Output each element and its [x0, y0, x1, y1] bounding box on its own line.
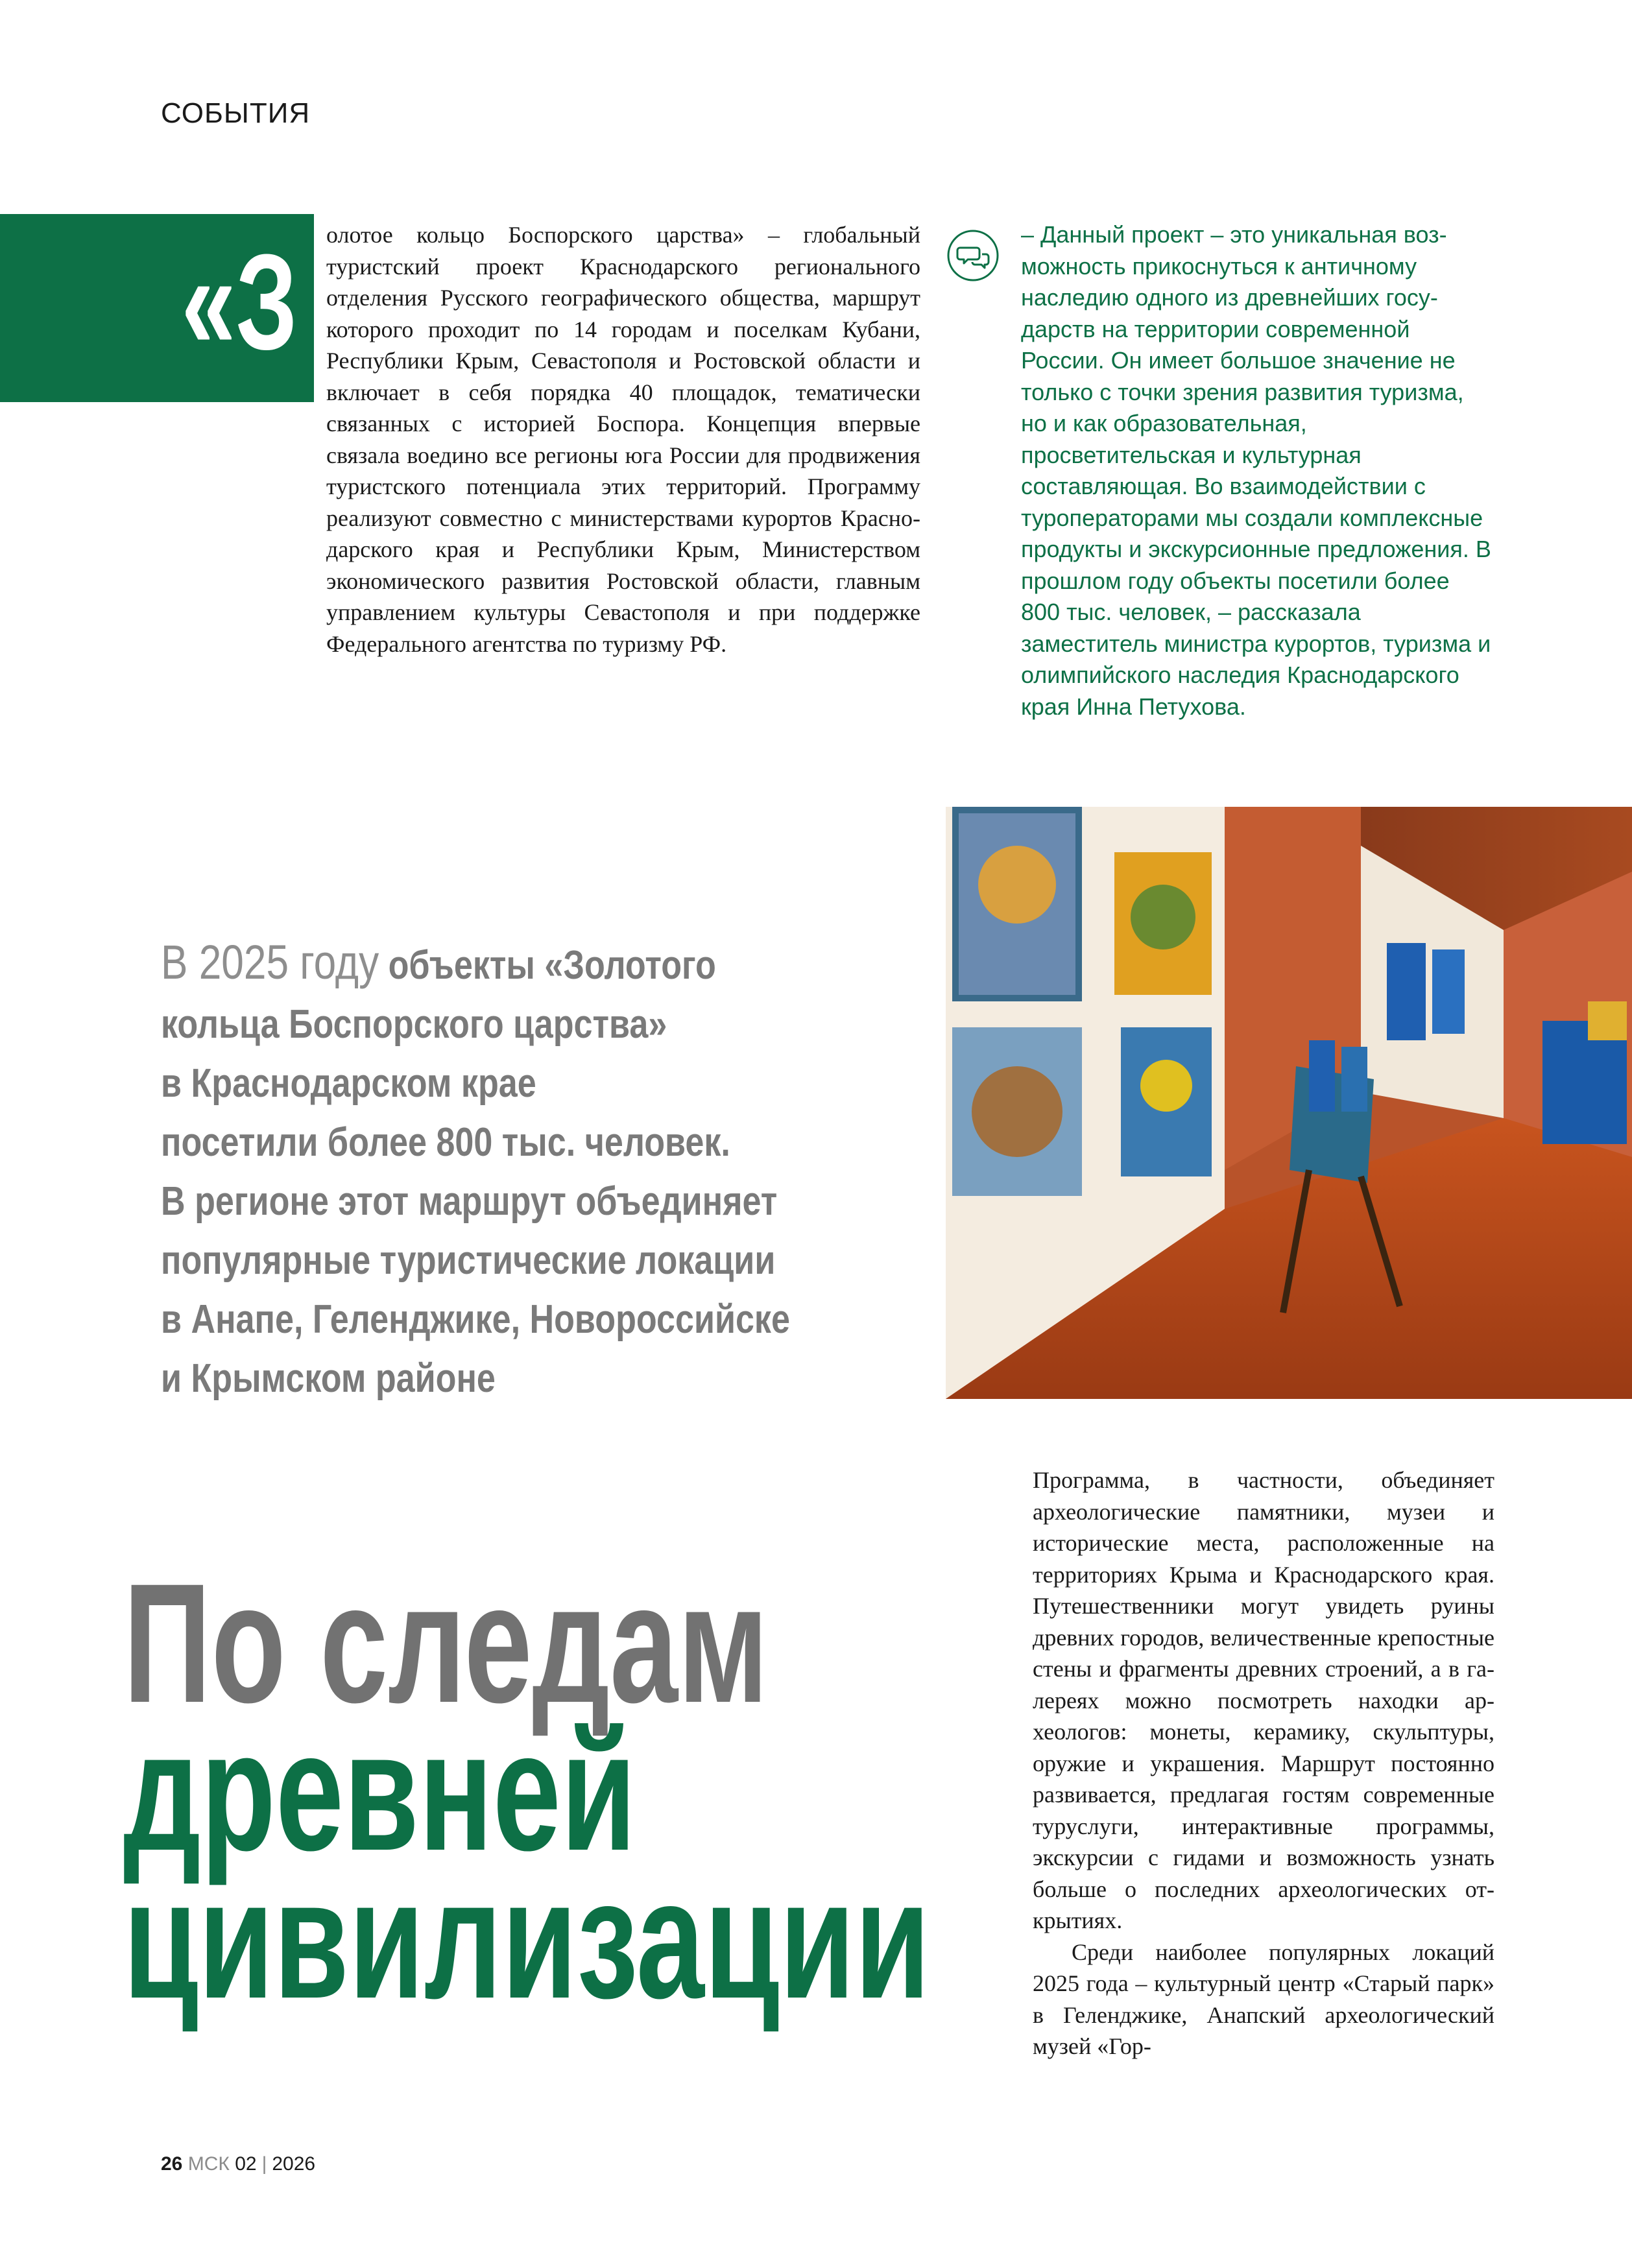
article-headline: [123, 1548, 930, 2034]
dropcap-letter: «З: [181, 226, 297, 378]
dropcap-block: [0, 214, 314, 402]
pull-quote-line: кольца Боспорского царства»: [161, 1002, 667, 1047]
section-label: СОБЫТИЯ: [161, 97, 311, 129]
pull-quote-line: В регионе этот маршрут объединяет: [161, 1179, 778, 1224]
quote-paragraph: – Данный проект – это уникальная возможность прикоснуться к античному наследию одного из древнейших государств на территории современной России. Он имеет большое значение не только с точки зрения развития туризма, но и как образовательная, просветительская и культурная составляющая. Во взаимодействии с туроператорами мы создали комплексные продукты и экскурсионные предложения. В прошлом году объекты посетили более 800 тыс. человек, – рассказала заместитель министра курортов, туризма и олимпийского наследия Краснодарского края Инна Петухова.: [1021, 221, 1491, 720]
magazine-name: МСК: [187, 2153, 230, 2175]
body-paragraph-2: Среди наиболее популярных локаций 2025 года – культурный центр «Старый парк» в Геленджике, Анапский археологический музей «Гор-: [1033, 1939, 1494, 2059]
pull-quote-line: в Краснодарском крае: [161, 1061, 536, 1106]
gallery-illustration: [946, 807, 1632, 1399]
issue-year: 2026: [272, 2153, 316, 2175]
issue-number: 02: [235, 2153, 257, 2175]
headline-line-2: древней: [123, 1696, 636, 1886]
page-number: 26: [161, 2153, 183, 2175]
pull-quote-line: и Крымском районе: [161, 1356, 496, 1401]
body-column: [1033, 1464, 1494, 2062]
footer-divider: |: [261, 2153, 267, 2175]
pull-quote-line: объекты «Золотого: [388, 943, 716, 988]
pull-quote-line: в Анапе, Геленджике, Новороссийске: [161, 1297, 790, 1342]
pull-quote: [161, 933, 790, 1408]
pull-quote-line: популярные туристические локации: [161, 1238, 776, 1283]
headline-line-3: цивилизации: [123, 1844, 930, 2034]
intro-paragraph: олотое кольцо Боспорского царства» – глобальный туристский проект Краснодарского регионального отделения Русского географического общества, маршрут которого проходит по 14 городам и поселкам Кубани, Республики Крым, Севастополя и Ростовской области и включает в себя порядка 40 площадок, тематически связанных с историей Боспора. Концепция впервые связала воедино все регионы юга России для продвижения туристского потенциала этих территорий. Программу реализуют совместно с министерствами курортов Краснодарского края и Республики Крым, Министерством экономического развития Ростовской области, главным управлением культуры Севастополя и при поддержке Федерального агентства по туризму РФ.: [326, 222, 920, 657]
page-footer: [161, 2153, 315, 2175]
art-gallery-photo: [946, 807, 1632, 1399]
speech-bubbles-icon: [946, 228, 1000, 283]
body-paragraph-1: Программа, в частности, объединяет археологические памятники, музеи и исторические места, расположенные на территориях Крыма и Краснодарского края. Путешественники могут увидеть руины древних городов, величественные крепостные стены и фрагменты древних строений, а в галереях можно посмотреть находки археологов: монеты, керамику, скульптуры, оружие и украшения. Маршрут постоянно развивается, предлагая гостям современные туруслуги, интерактивные программы, экскурсии с гидами и возможность узнать больше о последних археологических открытиях.: [1033, 1467, 1494, 1933]
pull-quote-line: посетили более 800 тыс. человек.: [161, 1120, 730, 1165]
pull-quote-lead: В 2025 году: [161, 935, 379, 989]
headline-line-1: По следам: [123, 1548, 769, 1738]
